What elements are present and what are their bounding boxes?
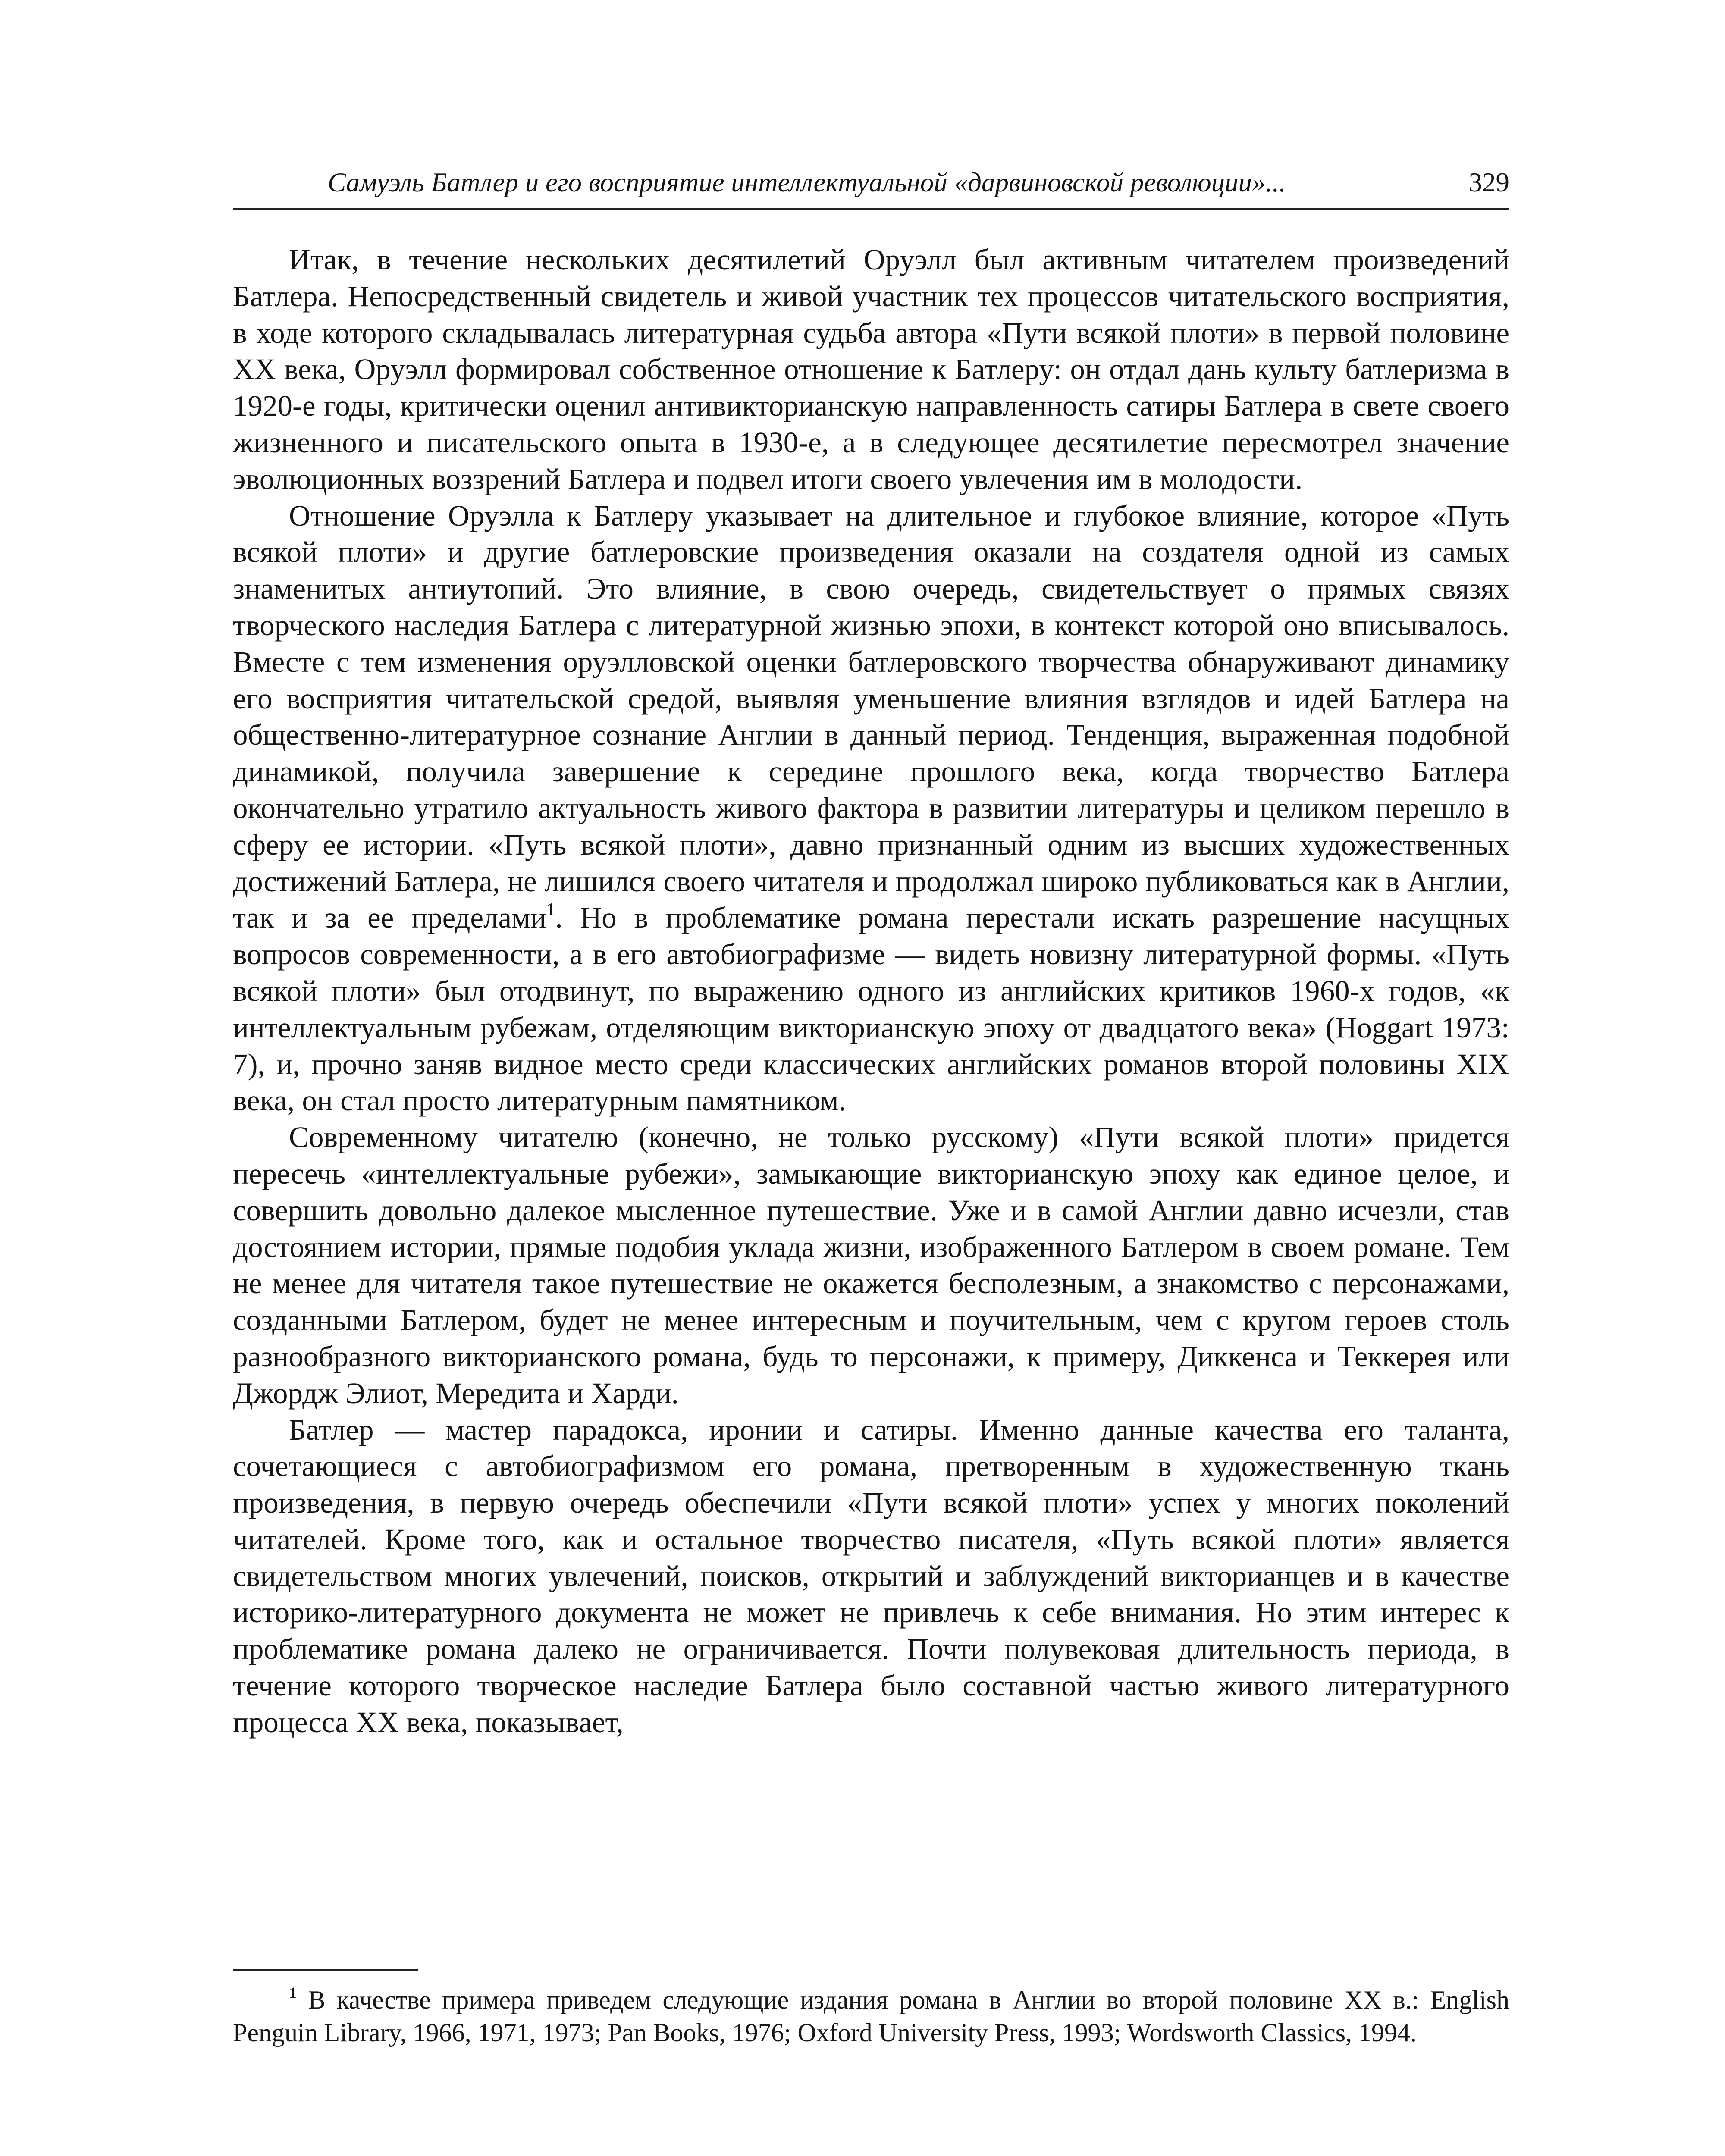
running-title: Самуэль Батлер и его восприятие интеллектуальной «дарвиновской революции»...: [328, 167, 1286, 197]
paragraph-4: Батлер — мастер парадокса, иронии и сатиры. Именно данные качества его таланта, сочетающиеся с автобиографизмом его романа, претворенным в художественную ткань произведения, в первую очередь обеспечили «Пути всякой плоти» успех у многих поколений читателей. Кроме того, как и остальное творчество писателя, «Путь всякой плоти» является свидетельством многих увлечений, поисков, открытий и заблуждений викторианцев и в качестве историко-литературного документа не может не привлечь к себе внимания. Но этим интерес к проблематике романа далеко не ограничивается. Почти полувековая длительность периода, в течение которого творческое наследие Батлера было составной частью живого литературного процесса XX века, показывает,: [233, 1413, 1509, 1739]
footnote-reference[interactable]: 1: [546, 899, 555, 919]
book-page: [233, 0, 1509, 2156]
running-header: [233, 165, 1509, 210]
paragraph-2-text: Отношение Оруэлла к Батлеру указывает на длительное и глубокое влияние, которое «Путь всякой плоти» и другие батлеровские произведения оказали на создателя одной из самых знаменитых антиутопий. Это влияние, в свою очередь, свидетельствует о прямых связях творческого наследия Батлера с литературной жизнью эпохи, в контекст которой оно вписывалось. Вместе с тем изменения оруэлловской оценки батлеровского творчества обнаруживают динамику его восприятия читательской средой, выявляя уменьшение влияния взглядов и идей Батлера на общественно-литературное сознание Англии в данный период. Тенденция, выраженная подобной динамикой, получила завершение к середине прошлого века, когда творчество Батлера окончательно утратило актуальность живого фактора в развитии литературы и целиком перешло в сферу ее истории. «Путь всякой плоти», давно признанный одним из высших художественных достижений Батлера, не лишился своего читателя и продолжал широко публиковаться как в Англии, так и за ее пределами: [233, 499, 1509, 934]
footnote-divider: [233, 1969, 418, 1971]
paragraph-3: Современному читателю (конечно, не только русскому) «Пути всякой плоти» придется пересечь «интеллектуальные рубежи», замыкающие викторианскую эпоху как единое целое, и совершить довольно далекое мысленное путешествие. Уже и в самой Англии давно исчезли, став достоянием истории, прямые подобия уклада жизни, изображенного Батлером в своем романе. Тем не менее для читателя такое путешествие не окажется бесполезным, а знакомство с персонажами, созданными Батлером, будет не менее интересным и поучительным, чем с кругом героев столь разнообразного викторианского романа, будь то персонажи, к примеру, Диккенса и Теккерея или Джордж Элиот, Мередита и Харди.: [233, 1121, 1509, 1410]
footnote-mark: 1: [289, 1984, 297, 2001]
main-text: [233, 241, 1509, 1741]
page-number: 329: [1468, 167, 1509, 197]
paragraph-1: Итак, в течение нескольких десятилетий Оруэлл был активным читателем произведений Батлера. Непосредственный свидетель и живой участник тех процессов читательского восприятия, в ходе которого складывалась литературная судьба автора «Пути всякой плоти» в первой половине XX века, Оруэлл формировал собственное отношение к Батлеру: он отдал дань культу батлеризма в 1920-е годы, критически оценил антивикторианскую направленность сатиры Батлера в свете своего жизненного и писательского опыта в 1930-е, а в следующее десятилетие пересмотрел значение эволюционных воззрений Батлера и подвел итоги своего увлечения им в молодости.: [233, 243, 1509, 495]
paragraph-2: [233, 498, 1509, 1119]
footnote: [233, 1984, 1509, 2049]
footnote-text: В качестве примера приведем следующие издания романа в Англии во второй половине XX в.: English Penguin Library, 1966, 1971, 1973; Pan Books, 1976; Oxford University Press, 1993; Wordsworth Classics, 1994.: [233, 1986, 1509, 2047]
paragraph-2-continuation: . Но в проблематике романа перестали искать разрешение насущных вопросов современности, а в его автобиографизме — видеть новизну литературной формы. «Путь всякой плоти» был отодвинут, по выражению одного из английских критиков 1960-х годов, «к интеллектуальным рубежам, отделяющим викторианскую эпоху от двадцатого века» (Hoggart 1973: 7), и, прочно заняв видное место среди классических английских романов второй половины XIX века, он стал просто литературным памятником.: [233, 901, 1509, 1117]
